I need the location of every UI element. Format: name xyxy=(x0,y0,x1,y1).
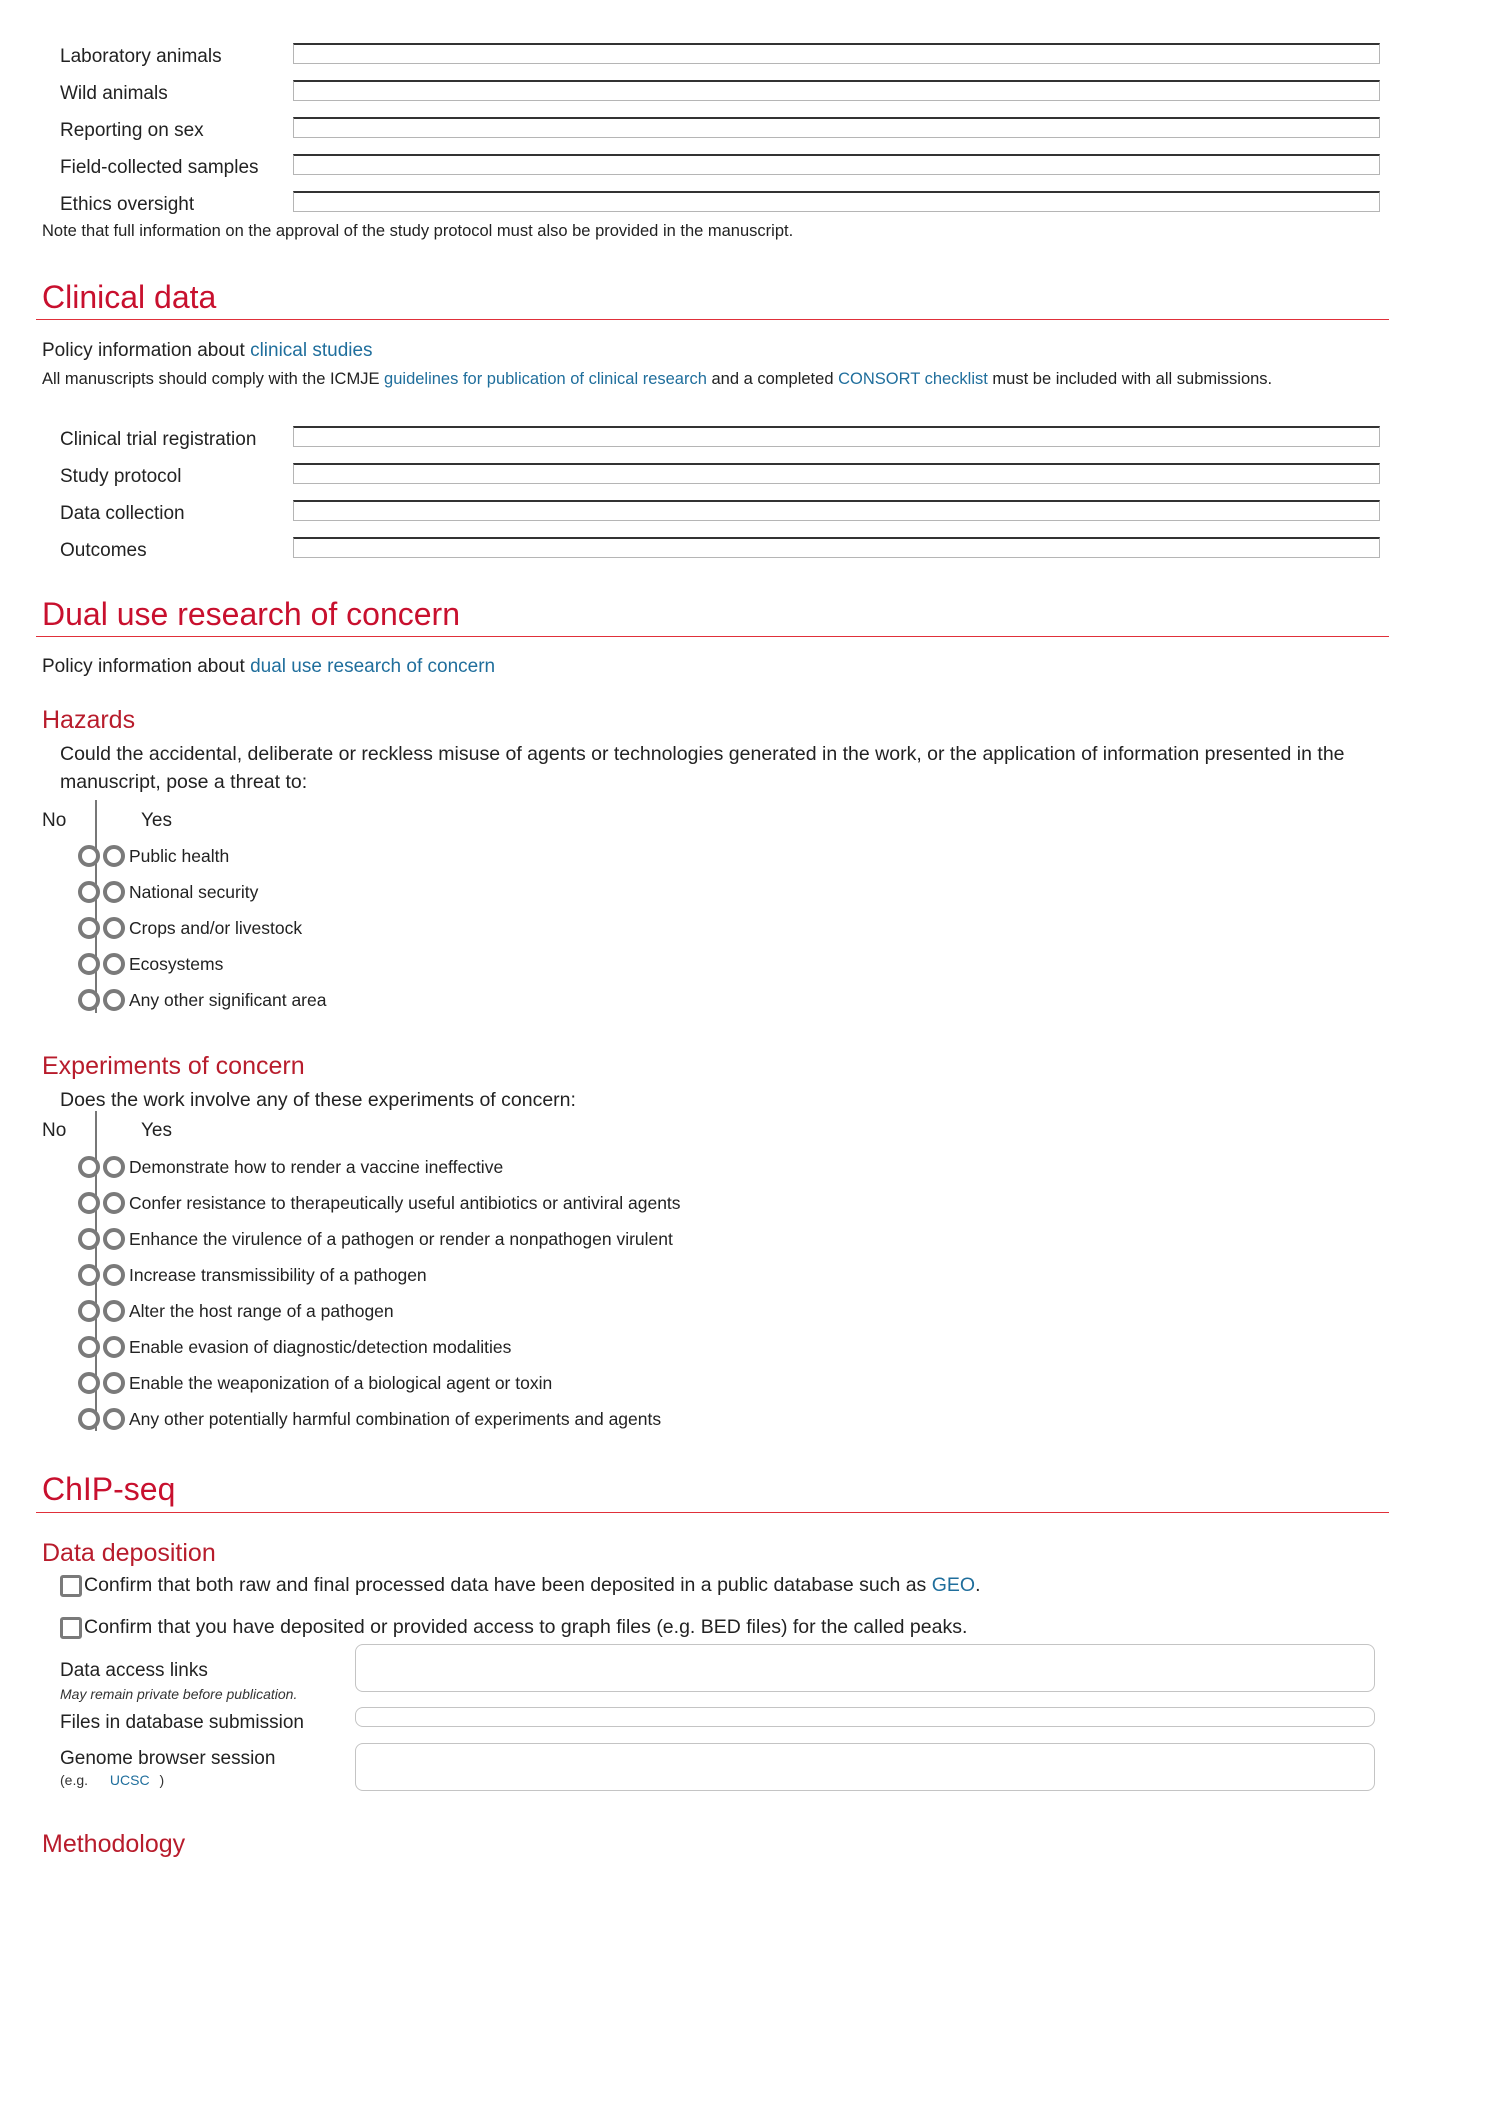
hazard-no-radio[interactable] xyxy=(78,953,100,975)
hazards-heading: Hazards xyxy=(42,706,136,734)
clinical-note-prefix: All manuscripts should comply with the ICMJE xyxy=(42,370,385,388)
confirm-graph-files-row xyxy=(60,1616,967,1639)
experiment-yes-radio[interactable] xyxy=(103,1300,125,1322)
genome-browser-field[interactable] xyxy=(355,1743,1375,1791)
experiment-label: Alter the host range of a pathogen xyxy=(129,1300,394,1321)
hazard-row xyxy=(78,987,326,1013)
confirm-raw-data-label xyxy=(84,1574,980,1597)
experiment-yes-radio[interactable] xyxy=(103,1408,125,1430)
experiment-row xyxy=(78,1406,661,1432)
hazard-label: Crops and/or livestock xyxy=(129,917,303,938)
experiment-row xyxy=(78,1226,673,1252)
experiment-row xyxy=(78,1262,427,1288)
geo-link[interactable]: GEO xyxy=(931,1574,976,1596)
experiment-label: Enable the weaponization of a biological agent or toxin xyxy=(129,1372,553,1393)
field-label-ethics-oversight: Ethics oversight xyxy=(60,194,195,215)
experiment-label: Enable evasion of diagnostic/detection modalities xyxy=(129,1336,512,1357)
experiment-row xyxy=(78,1298,394,1324)
experiment-no-radio[interactable] xyxy=(78,1228,100,1250)
experiment-row xyxy=(78,1154,503,1180)
experiment-yes-radio[interactable] xyxy=(103,1264,125,1286)
experiment-yes-radio[interactable] xyxy=(103,1336,125,1358)
hazard-yes-radio[interactable] xyxy=(103,845,125,867)
hazard-label: National security xyxy=(129,881,259,902)
genome-browser-label: Genome browser session xyxy=(60,1748,276,1769)
field-label-data-collection: Data collection xyxy=(60,503,185,524)
hazard-yes-radio[interactable] xyxy=(103,881,125,903)
clinical-trial-registration-field[interactable] xyxy=(293,426,1380,447)
experiment-row xyxy=(78,1370,552,1396)
experiment-yes-radio[interactable] xyxy=(103,1372,125,1394)
field-label-study-protocol: Study protocol xyxy=(60,466,182,487)
hazard-label: Public health xyxy=(129,845,230,866)
dual-use-heading: Dual use research of concern xyxy=(42,596,460,632)
wild-animals-field[interactable] xyxy=(293,80,1380,101)
confirm-raw-data-row xyxy=(60,1574,980,1597)
genome-browser-sub-prefix: (e.g. xyxy=(60,1772,89,1788)
hazard-yes-radio[interactable] xyxy=(103,917,125,939)
clinical-data-heading: Clinical data xyxy=(42,279,217,315)
outcomes-field[interactable] xyxy=(293,537,1380,558)
clinical-note-suffix: must be included with all submissions. xyxy=(987,370,1273,388)
experiment-row xyxy=(78,1190,681,1216)
field-collected-samples-field[interactable] xyxy=(293,154,1380,175)
experiments-yes-label: Yes xyxy=(141,1120,172,1141)
ethics-oversight-field[interactable] xyxy=(293,191,1380,212)
clinical-policy-line xyxy=(42,340,373,362)
hazard-no-radio[interactable] xyxy=(78,989,100,1011)
hazards-no-label: No xyxy=(42,810,67,831)
laboratory-animals-field[interactable] xyxy=(293,43,1380,64)
experiment-no-radio[interactable] xyxy=(78,1264,100,1286)
reporting-on-sex-field[interactable] xyxy=(293,117,1380,138)
hazard-label: Ecosystems xyxy=(129,953,224,974)
data-access-links-sub: May remain private before publication. xyxy=(60,1686,298,1702)
experiment-label: Increase transmissibility of a pathogen xyxy=(129,1264,427,1285)
hazard-row xyxy=(78,915,302,941)
study-protocol-field[interactable] xyxy=(293,463,1380,484)
experiment-row xyxy=(78,1334,511,1360)
experiment-no-radio[interactable] xyxy=(78,1336,100,1358)
icmje-guidelines-link[interactable]: guidelines for publication of clinical research xyxy=(384,370,707,388)
consort-checklist-link[interactable]: CONSORT checklist xyxy=(838,370,988,388)
files-in-database-label: Files in database submission xyxy=(60,1712,304,1733)
hazards-divider xyxy=(95,800,97,1013)
experiment-label: Enhance the virulence of a pathogen or render a nonpathogen virulent xyxy=(129,1228,673,1249)
hazard-yes-radio[interactable] xyxy=(103,989,125,1011)
chipseq-rule xyxy=(36,1512,1389,1513)
hazard-row xyxy=(78,879,258,905)
files-in-database-field[interactable] xyxy=(355,1707,1375,1727)
experiment-no-radio[interactable] xyxy=(78,1192,100,1214)
chipseq-heading: ChIP-seq xyxy=(42,1471,176,1507)
ucsc-link[interactable]: UCSC xyxy=(109,1772,150,1788)
hazards-yes-label: Yes xyxy=(141,810,172,831)
genome-browser-sub xyxy=(60,1772,164,1788)
hazard-yes-radio[interactable] xyxy=(103,953,125,975)
confirm-raw-data-checkbox[interactable] xyxy=(60,1575,82,1597)
data-collection-field[interactable] xyxy=(293,500,1380,521)
dual-use-rule xyxy=(36,636,1389,637)
hazard-row xyxy=(78,843,229,869)
experiment-yes-radio[interactable] xyxy=(103,1156,125,1178)
data-access-links-field[interactable] xyxy=(355,1644,1375,1692)
experiment-label: Any other potentially harmful combination of experiments and agents xyxy=(129,1408,662,1429)
methodology-heading: Methodology xyxy=(42,1830,186,1858)
field-label-laboratory-animals: Laboratory animals xyxy=(60,46,222,67)
confirm-raw-data-suffix: . xyxy=(975,1574,981,1596)
hazards-question: Could the accidental, deliberate or reckless misuse of agents or technologies generated in the work, or the application of information presented in the manuscript, pose a threat to: xyxy=(60,743,1345,793)
experiment-label: Confer resistance to therapeutically useful antibiotics or antiviral agents xyxy=(129,1192,681,1213)
experiment-yes-radio[interactable] xyxy=(103,1228,125,1250)
dual-use-policy-prefix: Policy information about xyxy=(42,656,251,677)
experiment-no-radio[interactable] xyxy=(78,1408,100,1430)
confirm-graph-files-checkbox[interactable] xyxy=(60,1617,82,1639)
hazard-no-radio[interactable] xyxy=(78,881,100,903)
experiment-no-radio[interactable] xyxy=(78,1372,100,1394)
experiment-yes-radio[interactable] xyxy=(103,1192,125,1214)
experiment-no-radio[interactable] xyxy=(78,1300,100,1322)
field-label-reporting-on-sex: Reporting on sex xyxy=(60,120,204,141)
data-access-links-label: Data access links xyxy=(60,1660,208,1681)
experiment-no-radio[interactable] xyxy=(78,1156,100,1178)
hazard-label: Any other significant area xyxy=(129,989,327,1010)
field-label-outcomes: Outcomes xyxy=(60,540,147,561)
experiment-label: Demonstrate how to render a vaccine ineffective xyxy=(129,1156,504,1177)
hazard-row xyxy=(78,951,223,977)
experiments-heading: Experiments of concern xyxy=(42,1052,305,1080)
clinical-studies-link[interactable]: clinical studies xyxy=(250,340,373,361)
field-label-clinical-trial-registration: Clinical trial registration xyxy=(60,429,257,450)
experiments-question: Does the work involve any of these experiments of concern: xyxy=(60,1089,576,1111)
confirm-graph-files-label: Confirm that you have deposited or provided access to graph files (e.g. BED files) for the called peaks. xyxy=(84,1616,968,1638)
clinical-note-mid: and a completed xyxy=(706,370,839,388)
hazard-no-radio[interactable] xyxy=(78,845,100,867)
experiments-no-label: No xyxy=(42,1120,67,1141)
clinical-data-rule xyxy=(36,319,1389,320)
dual-use-link[interactable]: dual use research of concern xyxy=(250,656,496,677)
ethics-note: Note that full information on the approval of the study protocol must also be provided in the manuscript. xyxy=(42,222,794,240)
field-label-wild-animals: Wild animals xyxy=(60,83,168,104)
data-deposition-heading: Data deposition xyxy=(42,1539,216,1567)
field-label-field-collected-samples: Field-collected samples xyxy=(60,157,259,178)
clinical-note xyxy=(42,370,1272,389)
clinical-policy-prefix: Policy information about xyxy=(42,340,251,361)
hazard-no-radio[interactable] xyxy=(78,917,100,939)
confirm-raw-data-text: Confirm that both raw and final processed data have been deposited in a public database such as xyxy=(84,1574,932,1596)
dual-use-policy-line xyxy=(42,656,495,678)
genome-browser-sub-suffix: ) xyxy=(159,1772,165,1788)
